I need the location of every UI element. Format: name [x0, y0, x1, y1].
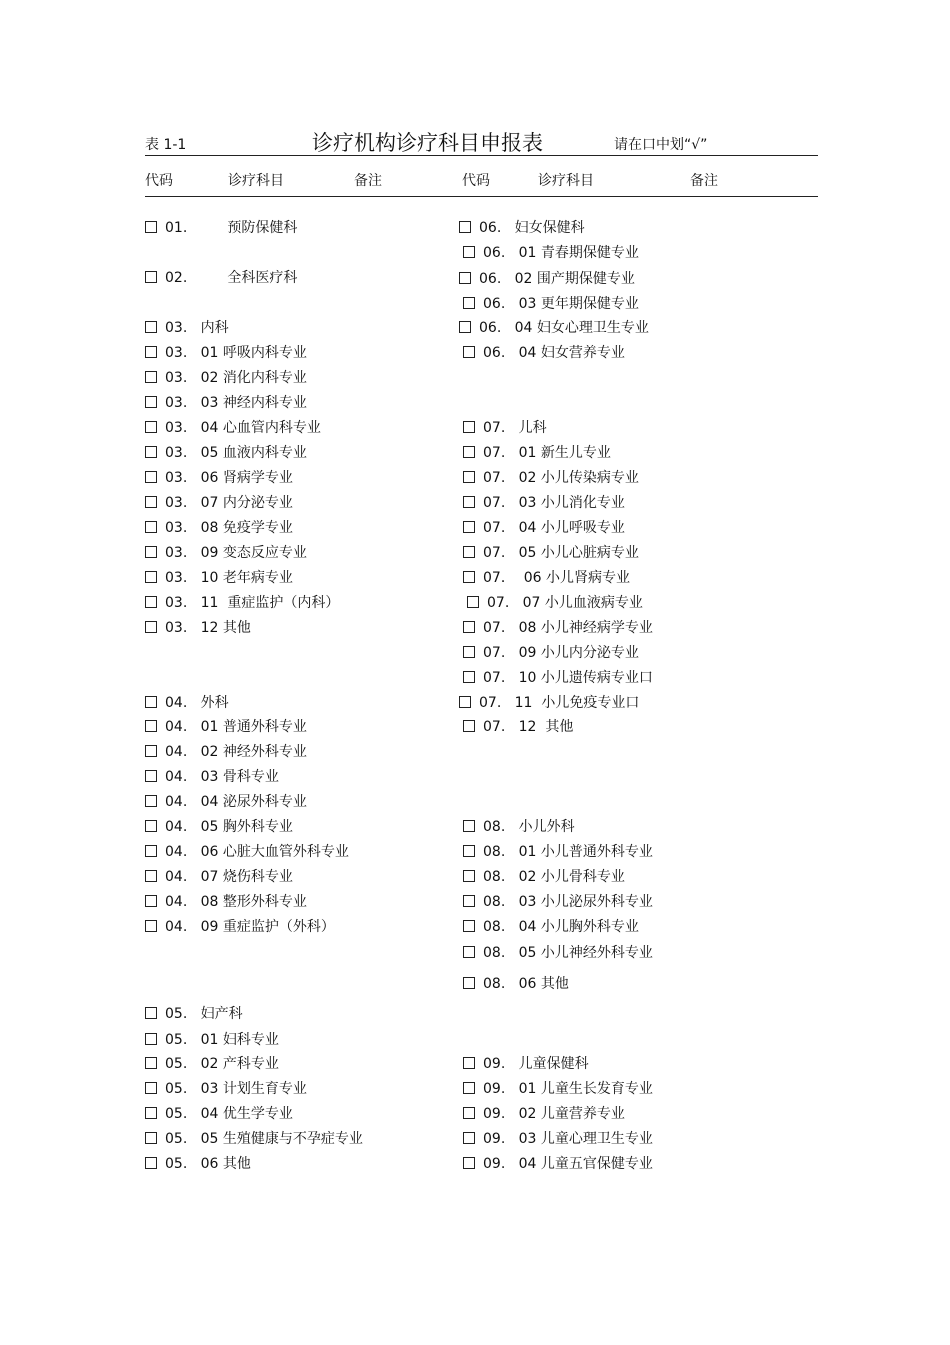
checkbox[interactable]: [145, 720, 157, 732]
right-list-item: [463, 1055, 589, 1073]
checkbox[interactable]: [463, 571, 475, 583]
checkbox[interactable]: [145, 571, 157, 583]
item-label: 04. 09 重症监护（外科）: [165, 919, 335, 935]
checkbox[interactable]: [145, 621, 157, 633]
item-label: 04. 05 胸外科专业: [165, 819, 293, 835]
item-label: 06. 02 围产期保健专业: [479, 271, 635, 287]
item-label: 07. 02 小儿传染病专业: [483, 470, 639, 486]
checkbox[interactable]: [145, 696, 157, 708]
checkbox[interactable]: [463, 671, 475, 683]
left-code-header: 代码: [145, 173, 173, 189]
checkbox[interactable]: [145, 1132, 157, 1144]
left-list-item: [145, 743, 307, 761]
right-list-item: [463, 1080, 653, 1098]
left-list-item: [145, 918, 335, 936]
checkbox[interactable]: [145, 271, 157, 283]
right-list-item: [463, 1155, 653, 1173]
item-label: 05. 05 生殖健康与不孕症专业: [165, 1131, 363, 1147]
item-label: 06. 04 妇女营养专业: [483, 345, 625, 361]
right-list-item: [463, 295, 639, 313]
checkbox[interactable]: [463, 820, 475, 832]
checkbox[interactable]: [463, 246, 475, 258]
item-label: 08. 06 其他: [483, 976, 569, 992]
item-label: 08. 04 小儿胸外科专业: [483, 919, 639, 935]
left-list-item: [145, 893, 307, 911]
left-list-item: [145, 768, 279, 786]
item-label: 06. 妇女保健科: [479, 220, 585, 236]
checkbox[interactable]: [463, 621, 475, 633]
left-list-item: [145, 419, 321, 437]
checkbox[interactable]: [463, 496, 475, 508]
left-list-item: [145, 1155, 251, 1173]
item-label: 05. 妇产科: [165, 1006, 243, 1022]
left-remark-header: 备注: [354, 173, 382, 189]
item-label: 07. 儿科: [483, 420, 547, 436]
left-item-header: 诊疗科目: [228, 173, 284, 189]
checkbox[interactable]: [463, 1107, 475, 1119]
left-list-item: [145, 519, 293, 537]
right-list-item: [463, 419, 547, 437]
checkbox[interactable]: [145, 321, 157, 333]
item-label: 09. 儿童保健科: [483, 1056, 589, 1072]
right-list-item: [463, 469, 639, 487]
left-list-item: [145, 269, 297, 287]
right-list-item: [463, 944, 653, 962]
checkbox[interactable]: [463, 471, 475, 483]
item-label: 07. 09 小儿内分泌专业: [483, 645, 639, 661]
item-label: 03. 04 心血管内科专业: [165, 420, 321, 436]
item-label: 06. 01 青春期保健专业: [483, 245, 639, 261]
left-list-item: [145, 219, 297, 237]
checkbox[interactable]: [145, 1082, 157, 1094]
right-code-header: 代码: [462, 173, 490, 189]
right-list-item: [463, 893, 653, 911]
checkbox[interactable]: [463, 845, 475, 857]
right-list-item: [467, 594, 643, 612]
checkbox[interactable]: [463, 895, 475, 907]
item-label: 03. 05 血液内科专业: [165, 445, 307, 461]
checkbox[interactable]: [463, 920, 475, 932]
checkbox[interactable]: [459, 321, 471, 333]
checkbox[interactable]: [145, 895, 157, 907]
item-label: 08. 小儿外科: [483, 819, 575, 835]
checkbox[interactable]: [145, 845, 157, 857]
item-label: 02. 全科医疗科: [165, 270, 298, 286]
right-list-item: [463, 868, 625, 886]
right-item-header: 诊疗科目: [538, 173, 594, 189]
item-label: 09. 02 儿童营养专业: [483, 1106, 625, 1122]
item-label: 09. 01 儿童生长发育专业: [483, 1081, 653, 1097]
item-label: 03. 09 变态反应专业: [165, 545, 307, 561]
item-label: 07. 11 小儿免疫专业口: [479, 695, 640, 711]
left-list-item: [145, 544, 307, 562]
checkbox[interactable]: [459, 272, 471, 284]
left-list-item: [145, 1080, 307, 1098]
left-list-item: [145, 569, 293, 587]
item-label: 07. 07 小儿血液病专业: [487, 595, 643, 611]
checkbox[interactable]: [145, 446, 157, 458]
right-list-item: [459, 319, 649, 337]
checkbox[interactable]: [145, 471, 157, 483]
left-list-item: [145, 1031, 279, 1049]
item-label: 03. 内科: [165, 320, 229, 336]
checkbox[interactable]: [145, 596, 157, 608]
checkbox[interactable]: [463, 297, 475, 309]
checkbox[interactable]: [145, 1033, 157, 1045]
checkbox[interactable]: [467, 596, 479, 608]
right-list-item: [463, 718, 573, 736]
page-title: 诊疗机构诊疗科目申报表: [312, 131, 543, 155]
table-number: 表 1-1: [145, 137, 187, 153]
right-list-item: [463, 843, 653, 861]
checkbox[interactable]: [145, 396, 157, 408]
checkbox[interactable]: [463, 646, 475, 658]
checkbox[interactable]: [145, 346, 157, 358]
item-label: 08. 05 小儿神经外科专业: [483, 945, 653, 961]
right-list-item: [463, 918, 639, 936]
checkbox[interactable]: [459, 221, 471, 233]
item-label: 07. 05 小儿心脏病专业: [483, 545, 639, 561]
right-list-item: [463, 818, 575, 836]
left-list-item: [145, 344, 307, 362]
item-label: 04. 02 神经外科专业: [165, 744, 307, 760]
checkbox[interactable]: [463, 977, 475, 989]
left-list-item: [145, 469, 293, 487]
right-list-item: [463, 244, 639, 262]
right-list-item: [463, 1105, 625, 1123]
right-list-item: [463, 494, 625, 512]
checkbox[interactable]: [463, 870, 475, 882]
item-label: 03. 08 免疫学专业: [165, 520, 293, 536]
item-label: 03. 03 神经内科专业: [165, 395, 307, 411]
item-label: 05. 01 妇科专业: [165, 1032, 279, 1048]
item-label: 04. 03 骨科专业: [165, 769, 279, 785]
item-label: 07. 04 小儿呼吸专业: [483, 520, 625, 536]
item-label: 07. 01 新生儿专业: [483, 445, 611, 461]
checkbox[interactable]: [145, 920, 157, 932]
right-list-item: [459, 270, 635, 288]
left-list-item: [145, 718, 307, 736]
checkbox[interactable]: [145, 1107, 157, 1119]
checkbox[interactable]: [459, 696, 471, 708]
item-label: 01. 预防保健科: [165, 220, 298, 236]
right-list-item: [463, 975, 569, 993]
checkbox[interactable]: [145, 546, 157, 558]
item-label: 08. 03 小儿泌尿外科专业: [483, 894, 653, 910]
right-list-item: [463, 619, 653, 637]
item-label: 03. 11 重症监护（内科）: [165, 595, 340, 611]
right-list-item: [463, 669, 653, 687]
item-label: 03. 10 老年病专业: [165, 570, 293, 586]
checkbox[interactable]: [145, 421, 157, 433]
left-list-item: [145, 594, 339, 612]
item-label: 07. 03 小儿消化专业: [483, 495, 625, 511]
right-remark-header: 备注: [690, 173, 718, 189]
right-list-item: [463, 569, 630, 587]
item-label: 09. 03 儿童心理卫生专业: [483, 1131, 653, 1147]
checkbox[interactable]: [145, 221, 157, 233]
right-list-item: [463, 519, 625, 537]
item-label: 03. 01 呼吸内科专业: [165, 345, 307, 361]
checkbox[interactable]: [145, 820, 157, 832]
checkbox[interactable]: [463, 546, 475, 558]
item-label: 03. 07 内分泌专业: [165, 495, 293, 511]
right-list-item: [459, 219, 585, 237]
left-list-item: [145, 1055, 279, 1073]
left-list-item: [145, 793, 307, 811]
item-label: 04. 04 泌尿外科专业: [165, 794, 307, 810]
checkbox[interactable]: [145, 745, 157, 757]
checkbox[interactable]: [145, 1007, 157, 1019]
checkbox[interactable]: [463, 446, 475, 458]
check-instruction: 请在口中划“√”: [614, 137, 708, 153]
left-list-item: [145, 369, 307, 387]
item-label: 06. 03 更年期保健专业: [483, 296, 639, 312]
checkbox[interactable]: [463, 720, 475, 732]
item-label: 07． 06 小儿肾病专业: [483, 570, 630, 586]
left-list-item: [145, 444, 307, 462]
checkbox[interactable]: [463, 1057, 475, 1069]
checkbox[interactable]: [145, 1157, 157, 1169]
left-list-item: [145, 868, 293, 886]
right-list-item: [463, 644, 639, 662]
left-list-item: [145, 694, 229, 712]
checkbox[interactable]: [145, 870, 157, 882]
left-list-item: [145, 319, 229, 337]
checkbox[interactable]: [145, 770, 157, 782]
item-label: 03. 02 消化内科专业: [165, 370, 307, 386]
left-list-item: [145, 818, 293, 836]
item-label: 03. 06 肾病学专业: [165, 470, 293, 486]
item-label: 04. 08 整形外科专业: [165, 894, 307, 910]
right-list-item: [463, 1130, 653, 1148]
checkbox[interactable]: [145, 521, 157, 533]
left-list-item: [145, 1130, 363, 1148]
item-label: 05. 02 产科专业: [165, 1056, 279, 1072]
item-label: 05. 06 其他: [165, 1156, 251, 1172]
item-label: 04. 外科: [165, 695, 229, 711]
item-label: 04. 06 心脏大血管外科专业: [165, 844, 349, 860]
item-label: 04. 07 烧伤科专业: [165, 869, 293, 885]
item-label: 09. 04 儿童五官保健专业: [483, 1156, 653, 1172]
right-list-item: [459, 694, 639, 712]
checkbox[interactable]: [463, 1132, 475, 1144]
checkbox[interactable]: [463, 1082, 475, 1094]
item-label: 05. 04 优生学专业: [165, 1106, 293, 1122]
item-label: 03. 12 其他: [165, 620, 251, 636]
right-list-item: [463, 444, 611, 462]
right-list-item: [463, 344, 625, 362]
item-label: 07. 08 小儿神经病学专业: [483, 620, 653, 636]
right-list-item: [463, 544, 639, 562]
checkbox[interactable]: [463, 346, 475, 358]
item-label: 06. 04 妇女心理卫生专业: [479, 320, 649, 336]
item-label: 05. 03 计划生育专业: [165, 1081, 307, 1097]
left-list-item: [145, 1005, 243, 1023]
checkbox[interactable]: [145, 1057, 157, 1069]
checkbox[interactable]: [463, 1157, 475, 1169]
item-label: 07. 10 小儿遗传病专业口: [483, 670, 653, 686]
item-label: 07. 12 其他: [483, 719, 574, 735]
left-list-item: [145, 843, 349, 861]
checkbox[interactable]: [145, 371, 157, 383]
checkbox[interactable]: [145, 795, 157, 807]
left-list-item: [145, 394, 307, 412]
item-label: 04. 01 普通外科专业: [165, 719, 307, 735]
checkbox[interactable]: [463, 946, 475, 958]
left-list-item: [145, 1105, 293, 1123]
checkbox[interactable]: [463, 521, 475, 533]
checkbox[interactable]: [463, 421, 475, 433]
left-list-item: [145, 494, 293, 512]
item-label: 08. 02 小儿骨科专业: [483, 869, 625, 885]
item-label: 08. 01 小儿普通外科专业: [483, 844, 653, 860]
header-bottom-rule: [145, 196, 818, 197]
checkbox[interactable]: [145, 496, 157, 508]
left-list-item: [145, 619, 251, 637]
header-top-rule: [145, 155, 818, 156]
